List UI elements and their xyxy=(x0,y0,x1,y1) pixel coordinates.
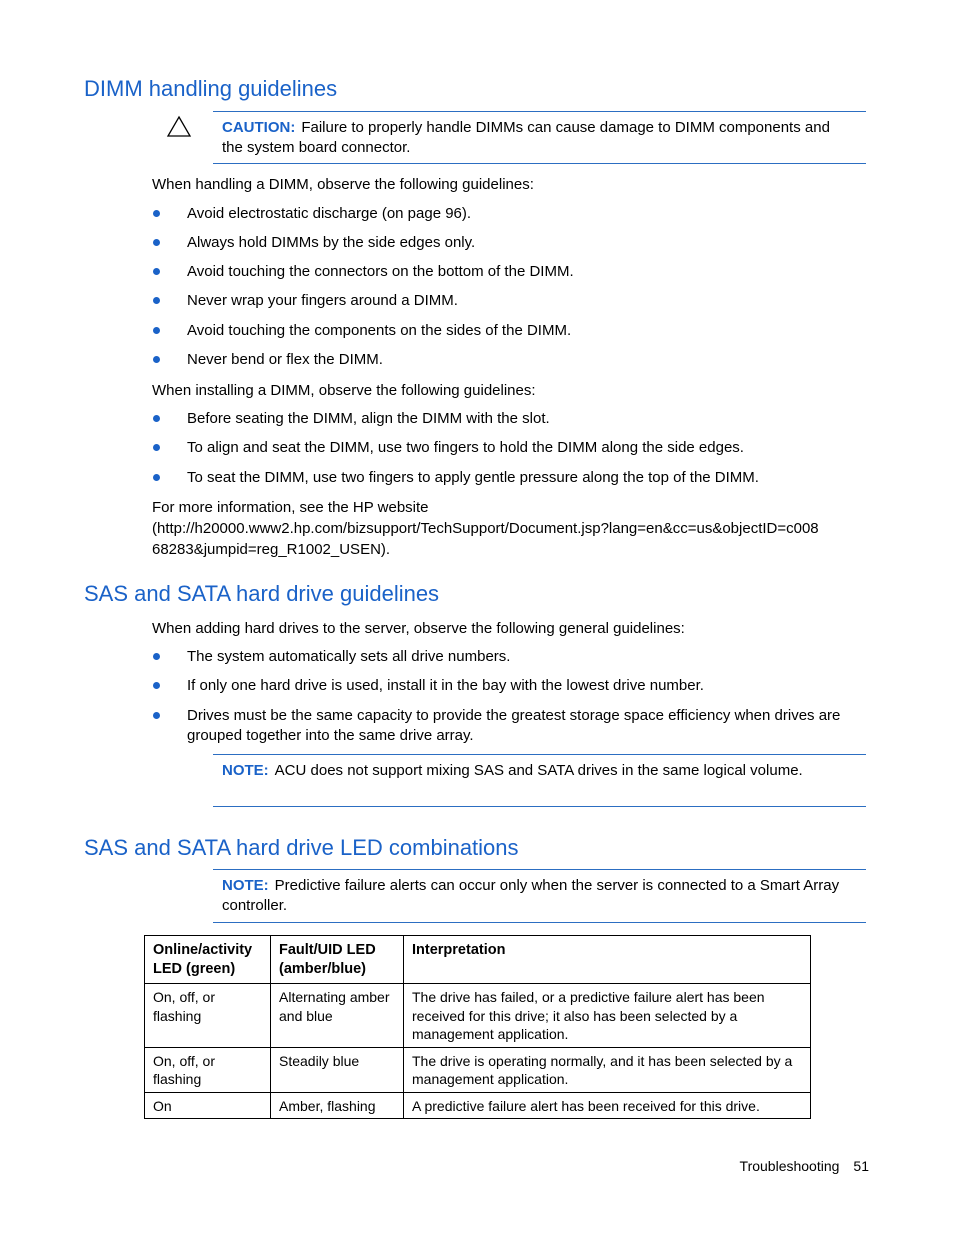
section-heading-sas: SAS and SATA hard drive guidelines xyxy=(84,581,440,606)
list-item xyxy=(152,204,866,224)
page-number: 51 xyxy=(853,1158,869,1174)
bullet-dot-icon xyxy=(153,415,160,422)
list-item-text: Never wrap your fingers around a DIMM. xyxy=(187,292,458,309)
table-cell: Amber, flashing xyxy=(271,1092,404,1119)
table-row xyxy=(145,1047,811,1092)
table-cell: On, off, or flashing xyxy=(145,1047,271,1092)
led-note-callout xyxy=(213,869,866,923)
bullet-dot-icon xyxy=(153,356,160,363)
website-link-line[interactable]: 68283&jumpid=reg_R1002_USEN). xyxy=(152,541,391,558)
note-text: Predictive failure alerts can occur only when the server is connected to a Smart Array controller. xyxy=(222,877,840,914)
list-item xyxy=(152,321,866,341)
table-row xyxy=(145,984,811,1048)
table-cell: Steadily blue xyxy=(271,1047,404,1092)
bullet-dot-icon xyxy=(153,239,160,246)
table-cell: A predictive failure alert has been received for this drive. xyxy=(404,1092,811,1119)
list-item xyxy=(152,438,866,458)
website-link-line[interactable]: (http://h20000.www2.hp.com/bizsupport/TechSupport/Document.jsp?lang=en&cc=us&objectID=c008 xyxy=(152,520,819,537)
list-item xyxy=(152,468,866,488)
list-item-text: Drives must be the same capacity to provide the greatest storage space efficiency when drives are grouped together into the same drive array. xyxy=(187,707,841,744)
list-item xyxy=(152,676,866,696)
bullet-dot-icon xyxy=(153,474,160,481)
list-item xyxy=(152,706,866,746)
note-text: ACU does not support mixing SAS and SATA drives in the same logical volume. xyxy=(274,762,803,779)
list-item-text: The system automatically sets all drive numbers. xyxy=(187,648,511,665)
table-cell: Alternating amber and blue xyxy=(271,984,404,1048)
table-header-row xyxy=(145,936,811,984)
column-header: Fault/UID LED (amber/blue) xyxy=(271,936,404,984)
caution-text-block xyxy=(222,118,848,158)
caution-callout xyxy=(213,111,866,164)
note-text-block xyxy=(222,876,848,916)
list-item xyxy=(152,409,866,429)
column-header: Online/activity LED (green) xyxy=(145,936,271,984)
list-item-text: Never bend or flex the DIMM. xyxy=(187,351,383,368)
section-heading-dimm: DIMM handling guidelines xyxy=(84,76,338,101)
column-header: Interpretation xyxy=(404,936,811,984)
caution-text: Failure to properly handle DIMMs can cause damage to DIMM components and the system board connector. xyxy=(222,119,830,156)
bullet-dot-icon xyxy=(153,210,160,217)
bullet-dot-icon xyxy=(153,444,160,451)
bullet-dot-icon xyxy=(153,712,160,719)
list-item-text: If only one hard drive is used, install it in the bay with the lowest drive number. xyxy=(187,677,704,694)
table-cell: The drive is operating normally, and it has been selected by a management application. xyxy=(404,1047,811,1092)
table-cell: On xyxy=(145,1092,271,1119)
list-item xyxy=(152,233,866,253)
sas-intro: When adding hard drives to the server, observe the following general guidelines: xyxy=(152,620,685,637)
note-label: NOTE: xyxy=(222,877,269,894)
list-item-text: Avoid touching the components on the sides of the DIMM. xyxy=(187,322,572,339)
caution-label: CAUTION: xyxy=(222,119,296,136)
bullet-dot-icon xyxy=(153,653,160,660)
list-item xyxy=(152,291,866,311)
list-item-text: Always hold DIMMs by the side edges only. xyxy=(187,234,476,251)
sas-list xyxy=(152,647,866,746)
list-item-text: Avoid electrostatic discharge (on page 96). xyxy=(187,205,472,222)
list-item-text: To align and seat the DIMM, use two fingers to hold the DIMM along the side edges. xyxy=(187,439,744,456)
sas-note-callout xyxy=(213,754,866,807)
page-footer xyxy=(700,1158,869,1174)
caution-triangle-icon xyxy=(166,115,192,138)
table-row xyxy=(145,1092,811,1119)
list-item xyxy=(152,647,866,667)
note-label: NOTE: xyxy=(222,762,269,779)
list-item-text: To seat the DIMM, use two fingers to apply gentle pressure along the top of the DIMM. xyxy=(187,469,759,486)
bullet-dot-icon xyxy=(153,327,160,334)
list-item xyxy=(152,350,866,370)
note-text-block xyxy=(222,761,848,781)
bullet-dot-icon xyxy=(153,297,160,304)
more-info xyxy=(152,497,866,560)
bullet-dot-icon xyxy=(153,268,160,275)
list-item-text: Before seating the DIMM, align the DIMM with the slot. xyxy=(187,410,550,427)
handling-list xyxy=(152,204,866,370)
installing-list xyxy=(152,409,866,488)
list-item xyxy=(152,262,866,282)
list-item-text: Avoid touching the connectors on the bottom of the DIMM. xyxy=(187,263,574,280)
installing-intro: When installing a DIMM, observe the following guidelines: xyxy=(152,382,536,399)
footer-chapter: Troubleshooting xyxy=(739,1158,840,1174)
more-info-line: For more information, see the HP website xyxy=(152,499,429,516)
led-combinations-table xyxy=(144,935,811,1119)
table-cell: On, off, or flashing xyxy=(145,984,271,1048)
bullet-dot-icon xyxy=(153,682,160,689)
table-cell: The drive has failed, or a predictive failure alert has been received for this drive; it also has been selected by a management application. xyxy=(404,984,811,1048)
handling-intro: When handling a DIMM, observe the following guidelines: xyxy=(152,176,534,193)
section-heading-led: SAS and SATA hard drive LED combinations xyxy=(84,835,519,860)
